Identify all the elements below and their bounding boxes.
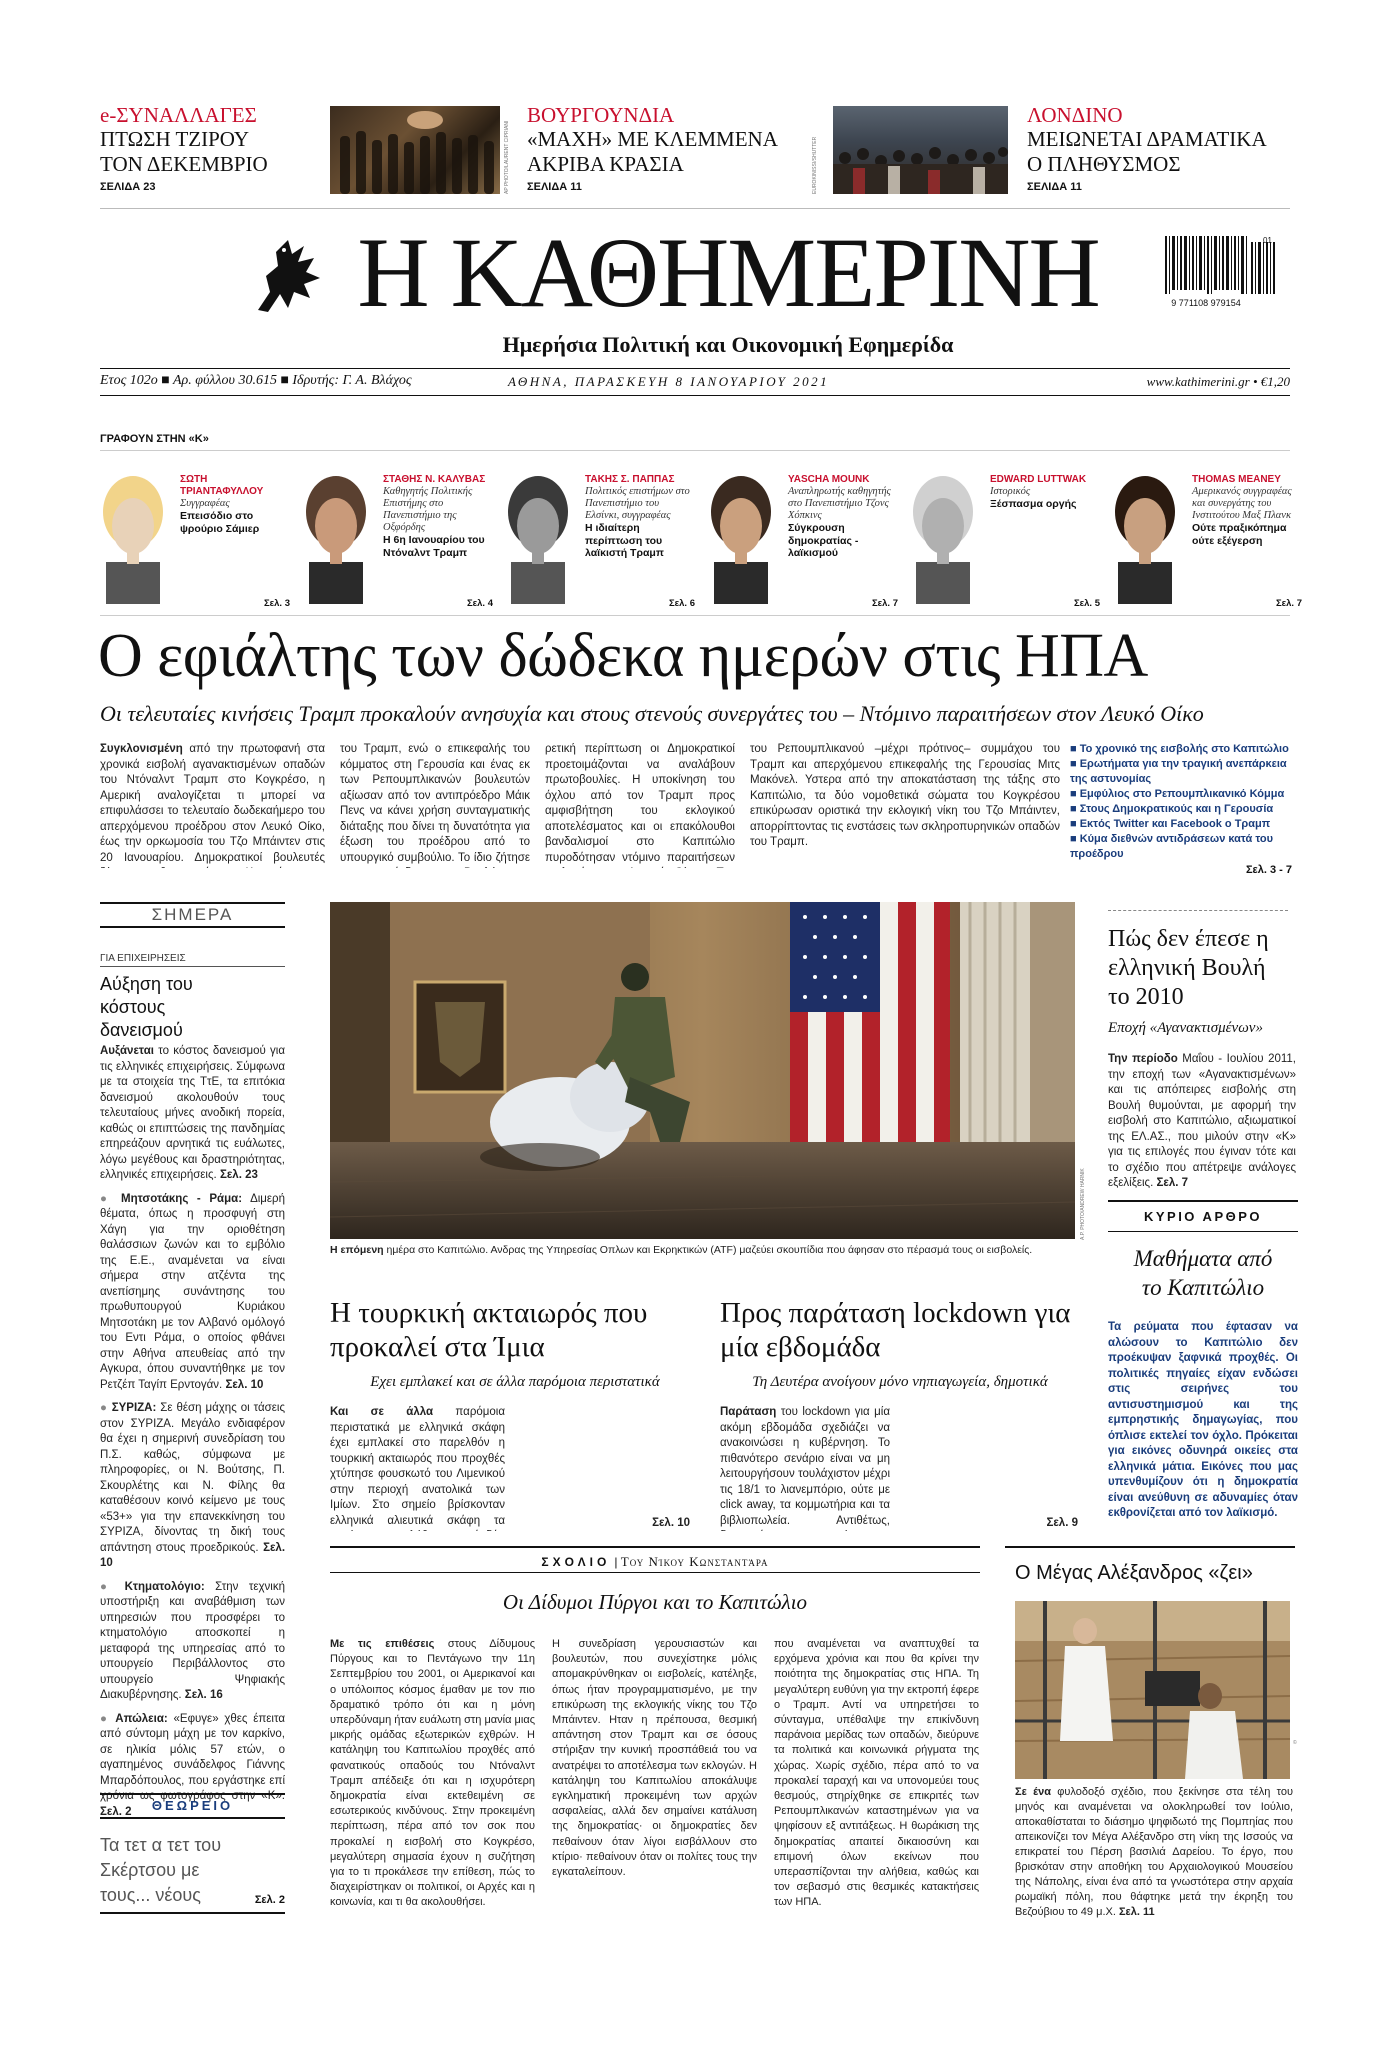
capitol-main-photo[interactable] — [330, 902, 1075, 1239]
teaser-kicker: ΒΟΥΡΓΟΥΝΔΙΑ — [527, 103, 675, 127]
photo-credit-icon: © — [1293, 1740, 1297, 1746]
lead-bullets — [1070, 742, 1292, 876]
writer-name: ΤΑΚΗΣ Σ. ΠΑΠΠΑΣ — [585, 474, 675, 485]
lockdown-lead: Παράταση — [720, 1406, 777, 1418]
today-label: ΣΗΜΕΡΑ — [151, 905, 234, 924]
writer-topic: Η ιδιαίτερη περίπτωση του λαϊκιστή Τραμπ — [585, 522, 664, 559]
writer-name: ΣΩΤΗ ΤΡΙΑΝΤΑΦΥΛΛΟΥ — [180, 474, 264, 497]
dateline-url[interactable]: www.kathimerini.gr • €1,20 — [1146, 374, 1290, 389]
editorial-headline: Μαθήματα από το Καπιτώλιο — [1133, 1246, 1273, 1300]
writer-name: YASCHA MOUNK — [788, 474, 870, 485]
scholio-headline[interactable]: Οι Δίδυμοι Πύργοι και το Καπιτώλιο — [502, 1590, 808, 1614]
scholio-label: ΣΧΟΛΙΟ — [541, 1555, 611, 1569]
photo-credit: AP PHOTO/LAURENT CIPRIANI — [504, 120, 510, 194]
lead-col-4: του Ρεπουμπλικανού –μέχρι πρότινος– συμμάχου του Τραμπ και απερχόμενου επικεφαλής της Γερουσίας Μιτς Μακόνελ. Υστερα από την αποκατάσταση της τάξης στο Καπιτώλιο, τα δύο νομοθετικά σώματα του Κογκρέσου επικύρωσαν οριστικά την εκλογική νίκη του Τζο Μπάιντεν, απορρίπτοντας τις ενστάσεις των σκληροπυρηνικών οπαδών του Τραμπ. — [750, 743, 1060, 848]
imia-deck: Εχει εμπλακεί και σε άλλα παρόμοια περιστατικά — [370, 1374, 660, 1390]
vouli-headline[interactable]: Πώς δεν έπεσε η ελληνική Βουλή το 2010 — [1108, 926, 1269, 1010]
imia-lead: Και σε άλλα — [330, 1406, 434, 1418]
divider — [330, 1572, 980, 1573]
imia-page: Σελ. 10 — [652, 1516, 690, 1532]
writer-card[interactable] — [910, 474, 1100, 609]
today-section: ΓΙΑ ΕΠΙΧΕΙΡΗΣΕΙΣ — [100, 953, 285, 967]
teaser-1[interactable] — [100, 103, 310, 193]
writer-topic: Επεισόδιο στο ψρούριο Σάμιερ — [180, 510, 260, 535]
alexander-lead: Σε ένα — [1015, 1786, 1051, 1798]
scholio-col-3: που αναμένεται να αναπτυχθεί τα ερχόμενα χρόνια και που θα κρίνει την ποιότητα της δημοκρατίας στις ΗΠΑ. Τη μεγαλύτερη ευθύνη για την εκτροπή έφερε ο Τραμπ. Αντί να υπηρετήσει το σύνταγμα, υπέθαλψε την επικίνδυνη παράνοια μερίδας των οπαδών, διεύρυνε τα πολιτικά και κοινωνικά ρήγματα της χώρας. Χωρίς σχέδιο, πέρα από το να προκαλεί ταραχή και να υπονομεύει τους θεσμούς, στηρίχθηκε σε επικριτές των Ρεπουμπλικανών καταστημένων για να ψηφίσουν εξ αντιτάξεως. Η θωράκιση της δημοκρατίας απαιτεί δικαιοσύνη και επιμονή όλων εκείνων που υπερασπίζονται την αλήθεια, καθώς και τον σεβασμό στις θεσμικές κατακτήσεις των ΗΠΑ. — [774, 1638, 979, 1909]
today-item-lead: Απώλεια: — [115, 1712, 168, 1725]
today-item-page: Σελ. 16 — [184, 1689, 223, 1701]
vouli-lead: Την περίοδο — [1108, 1053, 1178, 1065]
today-item-text: Σε θέση μάχης οι τάσεις στον ΣΥΡΙΖΑ. Μεγάλο ενδιαφέρον θα έχει η σημερινή συνεδρίαση του Π.Σ. καθώς, σύμφωνα με πληροφορίες, οι Ν. Βούτσης, Π. Σκουρλέτης και Ν. Φίλης θα καταθέσουν κοινό κείμενο με τους «53+» για την επανεκκίνηση του ΣΥΡΙΖΑ, δίνοντας τη δική τους απάντηση στους προεδρικούς. — [100, 1402, 285, 1554]
writer-role: Συγγραφέας — [180, 498, 230, 509]
lead-col-3: ρετική περίπτωση οι Δημοκρατικοί προετοιμάζονται να αναλάβουν πρωτοβουλίες. Η υποκίνηση του όχλου από τον Τραμπ προς αμφισβήτηση του εκλογικού αποτελέσματος και οι επακόλουθοι βανδαλισμοί στο Καπιτώλιο πυροδότησαν ντόμινο παραιτήσεων — [545, 743, 735, 864]
writer-page: Σελ. 3 — [263, 598, 290, 609]
writer-role: Καθηγητής Πολιτικής Επιστήμης στο Πανεπιστήμιο της Οξφόρδης — [383, 486, 473, 533]
imia-body: παρόμοια περιστατικά με ελληνικά σκάφη έχει εμπλακεί στο παρελθόν η τουρκική ακταιωρός που προχθές χτύπησε φουσκωτό του Λιμενικού στην περιοχή ανατολικά των Ιμίων. Στο σημείο βρίσκονταν ελληνικά αλιευτικά σκάφη τα — [330, 1406, 505, 1527]
writer-portrait — [303, 474, 369, 604]
writer-card[interactable] — [303, 474, 493, 609]
writer-page: Σελ. 5 — [1073, 598, 1100, 609]
writer-role: Ιστορικός — [990, 486, 1031, 497]
dateline-date: ΑΘΗΝΑ, ΠΑΡΑΣΚΕΥΗ 8 ΙΑΝΟΥΑΡΙΟΥ 2021 — [508, 374, 830, 389]
writer-page: Σελ. 7 — [1275, 598, 1302, 609]
writer-name: EDWARD LUTTWAK — [990, 474, 1087, 485]
london-crowd-photo — [833, 106, 1008, 194]
writer-card[interactable] — [505, 474, 695, 609]
lead-bullet[interactable]: ■ Εμφύλιος στο Ρεπουμπλικανικό Κόμμα — [1070, 787, 1292, 802]
today-item-lead: ΣΥΡΙΖΑ: — [111, 1402, 157, 1414]
teaser-headline: ΠΤΩΣΗ ΤΖΙΡΟΥ — [100, 127, 250, 151]
writer-portrait — [708, 474, 774, 604]
lead-bullet[interactable]: ■ Εκτός Twitter και Facebook ο Τραμπ — [1070, 817, 1292, 832]
teaser-headline: ΤΟΝ ΔΕΚΕΜΒΡΙΟ — [100, 152, 268, 176]
editorial-body: Τα ρεύματα που έφτασαν να αλώσουν το Καπιτώλιο δεν προέκυψαν ξαφνικά προχθές. Οι πολιτικές πηγαίες είχαν ενδώσει στις σειρήνες του αντισυστημισμού και της εμπρηστικής δημαγωγίας, που όπλισε εκτελεί τον όχλο. Πρόκειται για εικόνες οδυνηρά οικείες στα ελληνικά μάτια. Εικόνες που μας υπενθυμίζουν ότι η δημοκρατία είναι ανεύθυνη σε αδυναμίες όταν εκθρονίζεται από τον λαϊκισμό. — [1108, 1321, 1298, 1519]
vouli-body — [1108, 1052, 1296, 1192]
today-item[interactable]: ● Κτηματολόγιο: Στην τεχνική υποστήριξη και αναβάθμιση των υπηρεσιών που προσφέρει το κτηματολόγιο αποσκοπεί η μεταφορά της υπηρεσίας από το υπουργείο Περιβάλλοντος στο υπουργείο Ψηφιακής Διακυβέρνησης. Σελ. 16 — [100, 1580, 285, 1701]
divider — [100, 450, 1290, 451]
lead-bullet[interactable]: ■ Στους Δημοκρατικούς και η Γερουσία — [1070, 802, 1292, 817]
scholio-col-2: Η συνεδρίαση γερουσιαστών και βουλευτών, που συνεχίστηκε μόλις απομακρύνθηκαν οι εισβολείς, κατέληξε, όπως ήταν προγραμματισμένο, με την επικύρωση της εκλογικής νίκης του Τζο Μπάιντεν. Ηταν η πρέπουσα, θεσμική απάντηση στον Τραμπ και σε όσους στήριξαν την κυνική προσπάθειά του να ανατρέψει το αποτέλεσμα των εκλογών. Η κατάληψη του Καπιτωλίου αποκάλυψε εγκληματική προκειμένη των αρχών ασφαλείας, αλλά δεν σημαίνει κατάλυση της δημοκρατίας· οι δημοκρατίες δεν πεθαίνουν όταν λίγοι εισβάλλουν στο κτίριο· πεθαίνουν όταν οι πολίτες τους την εγκαταλείπουν. — [552, 1638, 757, 1879]
lead-first-word: Συγκλονισμένη — [100, 743, 183, 755]
lockdown-col-1 — [720, 1405, 890, 1531]
lead-text: από την πρωτοφανή στα χρονικά εισβολή αγανακτισμένων οπαδών του Ντόναλντ Τραμπ στο Κογκρέσο, η Αμερική αναλογίζεται τι μπορεί να επιφυλάσσει το τελευταίο δωδεκαήμερο του απερχόμενου προέδρου στον Λευκό Οίκο, έως την ορκωμοσία του Τζο Μπάιντεν στις 20 Ιανουαρίου. Δημοκρατικοί βουλευτές — [100, 743, 325, 864]
divider — [100, 368, 1290, 369]
theorio-header — [100, 1793, 285, 1819]
today-item-lead: Μητσοτάκης - Ράμα: — [121, 1192, 243, 1205]
today-item[interactable]: ● Απώλεια: «Εφυγε» χθες έπειτα από σύντομη μάχη με τον καρκίνο, σε ηλικία μόλις 57 ετών, ο αγαπημένος συνάδελφος Γιάννης Μπαρδόπουλος, που εργάστηκε επί χρόνια ως φωτογράφος στην «Κ». Σελ. 2 — [100, 1712, 285, 1818]
main-photo-caption — [330, 1243, 1080, 1257]
divider — [100, 208, 1290, 209]
griffin-logo-icon — [248, 232, 328, 320]
photo-credit: EUROKINISSI/SHUTTER — [812, 136, 818, 194]
today-column — [100, 902, 285, 1820]
teaser-headline: ΜΕΙΩΝΕΤΑΙ ΔΡΑΜΑΤΙΚΑ — [1027, 127, 1267, 151]
today-item[interactable]: ● ΣΥΡΙΖΑ: Σε θέση μάχης οι τάσεις στον ΣΥΡΙΖΑ. Μεγάλο ενδιαφέρον θα έχει η σημερινή συνεδρίαση του Π.Σ. καθώς, σύμφωνα με πληροφορίες, οι Ν. Βούτσης, Π. Σκουρλέτης και Ν. Φίλης θα καταθέσουν κοινό κείμενο με τους «53+» για την επανεκκίνηση του ΣΥΡΙΖΑ, δίνοντας τη δική τους απάντηση στους προεδρικούς. Σελ. 10 — [100, 1402, 286, 1569]
writer-portrait — [505, 474, 571, 604]
writer-name: THOMAS MEANEY — [1192, 474, 1281, 485]
today-items — [100, 1192, 285, 1821]
lead-headline[interactable]: Ο εφιάλτης των δώδεκα ημερών στις ΗΠΑ — [98, 622, 1148, 690]
barcode — [1163, 236, 1283, 316]
vouli-deck: Εποχή «Αγανακτισμένων» — [1108, 1020, 1263, 1036]
alexander-page: Σελ. 11 — [1118, 1906, 1155, 1918]
writer-page: Σελ. 4 — [466, 598, 493, 609]
today-item-page: Σελ. 10 — [225, 1378, 264, 1391]
lockdown-headline[interactable]: Προς παράταση lockdown για μία εβδομάδα — [720, 1297, 1071, 1363]
editorial-box[interactable] — [1108, 1200, 1298, 1522]
teaser-headline: ΑΚΡΙΒΑ ΚΡΑΣΙΑ — [527, 152, 684, 176]
masthead-title: Η ΚΑΘΗΜΕΡΙΝΗ — [357, 217, 1099, 328]
teaser-2[interactable] — [527, 103, 797, 193]
writer-topic: Η 6η Ιανουαρίου του Ντόναλντ Τραμπ — [383, 534, 485, 559]
writer-role: Αμερικανός συγγραφέας και συνεργάτης του Ινστιτούτου Μαξ Πλανκ — [1192, 486, 1292, 521]
divider — [1005, 1546, 1295, 1548]
barcode-issue: 01 — [1263, 236, 1272, 245]
dateline-left: Ετος 102ο ■ Αρ. φύλλου 30.615 ■ Ιδρυτής: Γ. Α. Βλάχος — [100, 373, 412, 388]
lead-bullet[interactable]: ■ Το χρονικό της εισβολής στο Καπιτώλιο — [1070, 742, 1292, 757]
teaser-page: ΣΕΛΙΔΑ 11 — [527, 181, 582, 193]
writer-topic: Σύγκρουση δημοκρατίας - λαϊκισμού — [788, 522, 859, 559]
alexander-body — [1015, 1785, 1293, 1920]
writer-portrait — [100, 474, 166, 604]
today-body — [100, 1044, 285, 1184]
writer-card[interactable] — [708, 474, 898, 609]
today-item[interactable]: ● Μητσοτάκης - Ράμα: Διμερή θέματα, όπως η προσφυγή στη Χάγη για την οριοθέτηση θαλάσσιων ζωνών και το εμβόλιο της Ε.Ε., αναμένεται να είναι σήμερα στην ατζέντα της ανεπίσημης συνάντησης του πρωθυπουργού Κυριάκου Μητσοτάκη με τον Αλβανό ομόλογό του Εντι Ράμα, ο οποίος φθάνει στην Αθήνα απευθείας από την Αγκυρα, όπου συναντήθηκε με τον Ρετζέπ Ταγίπ Ερντογάν. Σελ. 10 — [100, 1192, 285, 1391]
teaser-kicker: ΛΟΝΔΙΝΟ — [1027, 103, 1123, 127]
writer-name: ΣΤΑΘΗΣ Ν. ΚΑΛΥΒΑΣ — [383, 474, 486, 485]
scholio-text: στους Δίδυμους Πύργους και το Πεντάγωνο την 11η Σεπτεμβρίου του 2001, οι Αμερικανοί και ο υπόλοιπος κόσμος έμαθαν με τον πιο δραματικό τρόπο ότι και η μόνη υπερδύναμη ήταν ευάλωτη στη μανία μιας μικρής ομάδας εξωτερικών εχθρών. Η κατάληψη του Καπιτωλίου προχθές από φανατικούς οπαδούς του Ντόναλντ Τραμπ απέδειξε ότι και η ισχυρότερη δημοκρατία είναι εκτεθειμένη σε εσωτερικούς κινδύνους. Στην προκειμένη περίπτωση, πέρα από τον σοκ που προκαλεί η εισβολή στο Κογκρέσο, μεγαλύτερη σημασία έχουν η συζήτηση για το τι προκάλεσε την επίθεση, πώς το διαχειρίστηκαν οι πολιτικοί, οι Αρχές και η κοινωνία, και τι θα ακολουθήσει. — [330, 1638, 535, 1909]
divider — [100, 1912, 285, 1914]
alexander-headline[interactable]: Ο Μέγας Αλέξανδρος «ζει» — [1015, 1562, 1253, 1584]
mosaic-restoration-photo[interactable] — [1015, 1601, 1290, 1779]
theorio-label: ΘΕΩΡΕΙΟ — [151, 1798, 234, 1813]
photo-credit: A.P. PHOTO/ANDREW HARNIK — [1080, 1168, 1086, 1240]
lead-page: Σελ. 3 - 7 — [1245, 864, 1292, 876]
today-headline[interactable]: Αύξηση του κόστους δανεισμού — [100, 974, 193, 1040]
barcode-number: 9 771108 979154 — [1171, 298, 1241, 308]
teaser-headline: «ΜΑΧΗ» ΜΕ ΚΛΕΜΜΕΝΑ — [527, 127, 778, 151]
imia-col-1 — [330, 1405, 505, 1531]
caption-text: ημέρα στο Καπιτώλιο. Ανδρας της Υπηρεσίας Οπλων και Εκρηκτικών (ATF) μαζεύει σκουπίδια που άφησαν στο πέρασμά τους οι εισβολείς. — [386, 1244, 1033, 1256]
today-body-page: Σελ. 23 — [219, 1169, 258, 1181]
writer-card[interactable] — [100, 474, 290, 609]
lead-bullet[interactable]: ■ Ερωτήματα για την τραγική ανεπάρκεια της αστυνομίας — [1070, 757, 1292, 787]
lockdown-page: Σελ. 9 — [1046, 1516, 1078, 1532]
writer-topic: Ξέσπασμα οργής — [990, 498, 1077, 510]
divider — [100, 615, 1290, 616]
scholio-author: Του Νίκου Κωνσταντάρα — [620, 1554, 769, 1569]
scholio-col-1 — [330, 1637, 535, 1962]
writer-topic: Ούτε πραξικόπημα ούτε εξέγερση — [1192, 522, 1287, 547]
today-body-lead: Αυξάνεται — [100, 1045, 154, 1057]
writer-portrait — [910, 474, 976, 604]
divider — [100, 395, 1290, 396]
writer-role: Αναπληρωτής καθηγητής στο Πανεπιστήμιο Τζονς Χόπκινς — [788, 486, 891, 521]
divider — [1108, 910, 1288, 911]
today-item-text: «Εφυγε» χθες έπειτα από σύντομη μάχη με τον καρκίνο, σε ηλικία μόλις 57 ετών, ο αγαπημένος συνάδελφος Γιάννης Μπαρδόπουλος, που εργάστηκε επί χρόνια ως φωτογράφος στην «Κ». — [100, 1712, 285, 1802]
today-header — [100, 902, 285, 928]
writer-page: Σελ. 7 — [871, 598, 898, 609]
wine-bottles-photo — [330, 106, 500, 194]
scholio-header: ΣΧΟΛΙΟ | Του Νίκου Κωνσταντάρα — [541, 1554, 769, 1569]
vouli-page: Σελ. 7 — [1156, 1177, 1189, 1189]
vouli-text: Μαΐου - Ιουλίου 2011, την εποχή των «Αγανακτισμένων» και τις απόπειρες εισβολής στη Βουλή θυμούνται, με αφορμή την εισβολή στο Καπιτώλιο, αξιωματικοί της ΕΛ.ΑΣ., που μιλούν στην «Κ» για τις επιλογές που έγιναν τότε και το σχέδιο που απέτρεψε ανάλογες εξελίξεις. — [1108, 1053, 1296, 1189]
divider — [330, 1546, 980, 1548]
lockdown-body: του lockdown για μία ακόμη εβδομάδα σχεδιάζει να ανακοινώσει η κυβέρνηση. Το πιθανότερο σενάριο είναι να μη λειτουργήσουν τουλάχιστον μέχρι τις 18/1 το λιανεμπόριο, ούτε με click away, τα κομμωτήρια και τα βιβλιοπωλεία. Αντιθέτως, — [720, 1406, 890, 1527]
teaser-3[interactable] — [1027, 103, 1317, 193]
masthead-subtitle: Ημερήσια Πολιτική και Οικονομική Εφημερίδα — [502, 332, 954, 357]
today-item-page: Σελ. 10 — [100, 1541, 286, 1569]
imia-headline[interactable]: Η τουρκική ακταιωρός που προκαλεί στα Ίμια — [330, 1297, 648, 1363]
imia-col-2 — [515, 1405, 690, 1531]
writers-label: ΓΡΑΦΟΥΝ ΣΤΗΝ «Κ» — [100, 433, 209, 445]
editorial-label: ΚΥΡΙΟ ΑΡΘΡΟ — [1108, 1209, 1298, 1232]
teaser-kicker: e-ΣΥΝΑΛΛΑΓΕΣ — [100, 103, 257, 127]
lead-col-2: του Τραμπ, ενώ ο επικεφαλής του κόμματος στη Γερουσία και ένας εκ των Ρεπουμπλικανών βουλευτών αξίωσαν από τον αντιπρόεδρο Μάικ Πενς να κάνει χρήση συνταγματικής διάταξης που δίνει τη δυνατότητα για έξωση του προέδρου από το υπουργικό συμβούλιο. Το ίδιο ζήτησε — [340, 743, 530, 864]
today-item-page: Σελ. 2 — [100, 1805, 132, 1818]
writer-card[interactable] — [1112, 474, 1302, 609]
alexander-text: φυλοδοξό σχέδιο, που ξεκίνησε στα τέλη του μηνός και αναμένεται να ολοκληρωθεί τον Ιούλιο, αποκαθίσταται το διάσημο ψηφιδωτό της Πομπηίας που απεικονίζει τον Μέγα Αλέξανδρο στη νίκη της Ισσούς να επικρατεί του Πέρση βασιλιά Δαρείου. Το έργο, που βρισκόταν στην αποθήκη του Αρχαιολογικού Μουσείου της Νάπολης, είναι ένα από τα γνωστότερα στην αρχαία ρωμαϊκή πόλη, που θάφτηκε μετά την έκρηξη του Βεζούβιου το 49 μ.Χ. — [1015, 1786, 1293, 1918]
today-item-text: Διμερή θέματα, όπως η προσφυγή στη Χάγη για την οριοθέτηση θαλάσσιων ζωνών και το εμβόλιο της Ε.Ε., αναμένεται να είναι σήμερα στην ατζέντα της ανεπίσημης συνάντησης του πρωθυπουργού Κυριάκου Μητσοτάκη με τον Αλβανό ομόλογό του Εντι Ράμα, ο οποίος φθάνει στην Αθήνα απευθείας από την Αγκυρα, όπου συναντήθηκε με τον Ρετζέπ Ταγίπ Ερντογάν. — [100, 1192, 285, 1391]
today-body-text: το κόστος δανεισμού για τις ελληνικές επιχειρήσεις. Σύμφωνα με τα στοιχεία της ΤτΕ, τα επιτόκια δανεισμού ακολουθούν τους τελευταίους μήνες ανοδική πορεία, καθώς οι επιπτώσεις της πανδημίας επηρεάζουν αρνητικά τις ευάλωτες, λόγω μεγέθους και δραστηριότητας, ελληνικές επιχειρήσεις. — [100, 1045, 285, 1181]
writer-portrait — [1112, 474, 1178, 604]
teaser-page: ΣΕΛΙΔΑ 11 — [1027, 181, 1082, 193]
today-item-lead: Κτηματολόγιο: — [124, 1580, 205, 1593]
teaser-headline: Ο ΠΛΗΘΥΣΜΟΣ — [1027, 152, 1181, 176]
lockdown-deck: Τη Δευτέρα ανοίγουν μόνο νηπιαγωγεία, δημοτικά — [752, 1374, 1048, 1390]
today-item-text: Στην τεχνική υποστήριξη και αναβάθμιση των υπηρεσιών που προσφέρει το κτηματολόγιο αποσκοπεί η μεταφορά της υπηρεσίας από το υπουργείο Περιβάλλοντος στο υπουργείο Ψηφιακής Διακυβέρνησης. — [100, 1580, 285, 1701]
theorio-page: Σελ. 2 — [254, 1894, 285, 1906]
lead-col-1 — [100, 742, 325, 868]
lead-deck: Οι τελευταίες κινήσεις Τραμπ προκαλούν ανησυχία και στους στενούς συνεργάτες του – Ντόμινο παραιτήσεων στον Λευκό Οίκο — [100, 701, 1204, 726]
writer-page: Σελ. 6 — [668, 598, 695, 609]
lead-bullet[interactable]: ■ Κύμα διεθνών αντιδράσεων κατά του προέδρου — [1070, 832, 1292, 862]
caption-lead: Η επόμενη — [330, 1244, 384, 1256]
theorio-box[interactable] — [100, 1793, 285, 1914]
writer-role: Πολιτικός επιστήμων στο Πανεπιστήμιο του Ελσίνκι, συγγραφέας — [585, 486, 690, 521]
lockdown-col-2 — [900, 1405, 1078, 1531]
teaser-page: ΣΕΛΙΔΑ 23 — [100, 181, 156, 193]
theorio-text: Τα τετ α τετ του Σκέρτσου με τους... νέους — [100, 1835, 222, 1905]
scholio-lead: Με τις επιθέσεις — [330, 1638, 435, 1650]
